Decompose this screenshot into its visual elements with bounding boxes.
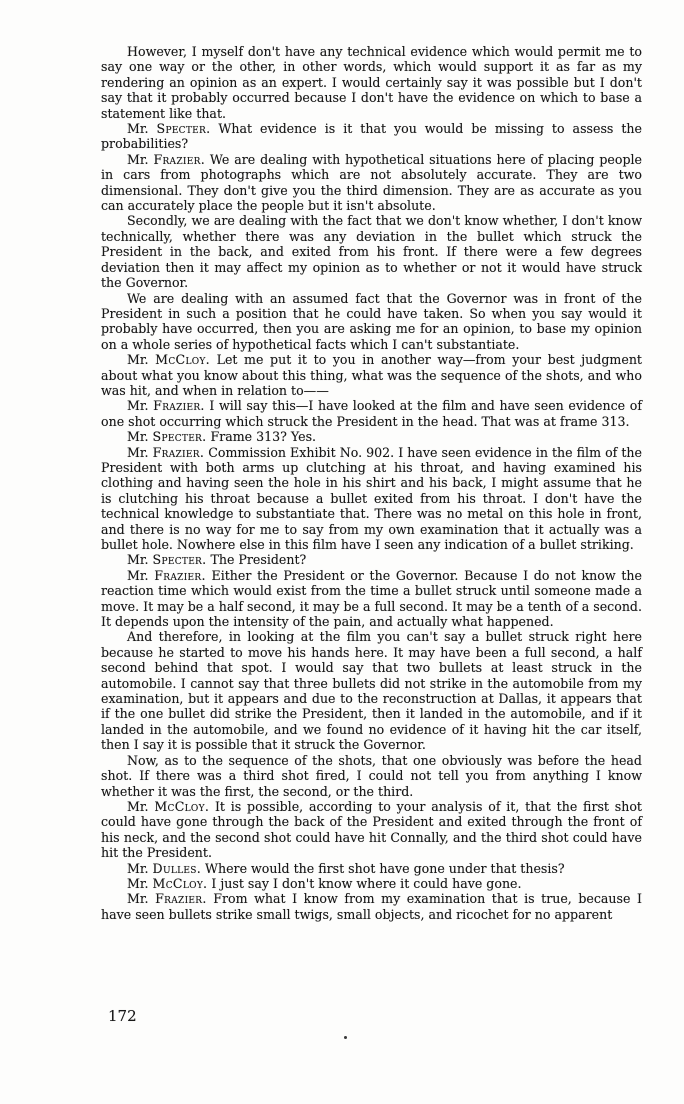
speaker-label <box>127 398 205 413</box>
paragraph-text: We are dealing with an assumed fact that the Governor was in front of the President in such a position that he could have taken. So when you say would it probably have occurred, then you are asking me for an opinion, to base my opinion on a whole series of hypothetical facts which I can't substantiate. <box>101 290 642 352</box>
paragraph <box>101 121 642 152</box>
paragraph-text: What evidence is it that you would be missing to assess the probabilities? <box>101 121 642 152</box>
speaker-name: Specter. <box>152 552 207 568</box>
paragraph <box>101 291 642 353</box>
speaker-label <box>127 445 204 460</box>
paragraph-text: Frame 313? Yes. <box>210 429 317 445</box>
speaker-name: Frazier. <box>154 567 206 583</box>
ink-dot-artifact <box>344 1036 347 1039</box>
speaker-name: Frazier. <box>152 444 205 460</box>
testimony-text <box>101 44 642 922</box>
paragraph-text: The President? <box>210 552 307 568</box>
paragraph-text: However, I myself don't have any technical evidence which would permit me to say one way or the other, in other words, which would support it as far as my rendering an opinion as an expert. I would certainly say it was possible but I don't say that it probably occurred because I don't have the evidence on which to base a statement like that. <box>101 44 642 121</box>
speaker-prefix: Mr. <box>127 121 157 137</box>
speaker-label <box>127 861 201 876</box>
paragraph <box>101 753 642 799</box>
speaker-label <box>127 891 207 906</box>
speaker-prefix: Mr. <box>127 444 153 460</box>
speaker-prefix: Mr. <box>127 891 156 907</box>
speaker-prefix: Mr. <box>127 567 155 583</box>
paragraph <box>101 44 642 121</box>
page-number: 172 <box>108 1007 137 1025</box>
speaker-label <box>127 352 210 367</box>
speaker-name: Specter. <box>152 429 207 445</box>
speaker-label <box>127 121 210 136</box>
speaker-name: Frazier. <box>153 398 205 414</box>
speaker-label <box>127 876 207 891</box>
paragraph <box>101 352 642 398</box>
paragraph-text: It is possible, according to your analysis of it, that the first shot could have gone through the back of the President and exited through the front of his neck, and the second shot could have hit Connally, and the third shot could have hit the President. <box>101 798 642 861</box>
paragraph-text: Where would the first shot have gone under that thesis? <box>205 860 565 876</box>
speaker-label <box>127 568 206 583</box>
speaker-name: Frazier. <box>153 151 206 167</box>
paragraph-text: Secondly, we are dealing with the fact that we don't know whether, I don't know technically, whether there was any deviation in the bullet which struck the President in the back, and exited from his front. If there were a few degrees deviation then it may affect my opinion as to whether or not it would have struck the Governor. <box>101 213 642 291</box>
paragraph-text: We are dealing with hypothetical situations here of placing people in cars from photographs which are not absolutely accurate. They are two dimensional. They don't give you the third dimension. They are as accurate as you can accurately place the people but it isn't absolute. <box>101 151 642 214</box>
paragraph-text: I will say this—I have looked at the film and have seen evidence of one shot occurring which struck the President in the head. That was at frame 313. <box>101 398 642 429</box>
speaker-prefix: Mr. <box>127 552 153 568</box>
paragraph-text: From what I know from my examination that is true, because I have seen bullets strike small twigs, small objects, and ricochet for no apparent <box>101 891 642 922</box>
speaker-prefix: Mr. <box>127 875 153 891</box>
speaker-prefix: Mr. <box>127 429 153 445</box>
paragraph <box>101 429 642 444</box>
paragraph-text: I just say I don't know where it could have gone. <box>211 875 522 891</box>
speaker-name: Specter. <box>156 121 211 137</box>
speaker-name: McCloy. <box>152 875 208 891</box>
speaker-name: McCloy. <box>154 798 210 814</box>
speaker-prefix: Mr. <box>127 398 154 414</box>
paragraph <box>101 629 642 752</box>
speaker-prefix: Mr. <box>127 352 156 368</box>
paragraph <box>101 213 642 290</box>
paragraph-text: Let me put it to you in another way—from your best judgment about what you know about this thing, what was the sequence of the shots, and who was hit, and when in relation to—— <box>101 352 642 398</box>
paragraph <box>101 861 642 876</box>
speaker-prefix: Mr. <box>127 151 154 167</box>
paragraph-text: Either the President or the Governor. Because I do not know the reaction time which would exist from the time a bullet struck until someone made a move. It may be a half second, it may be a full second. It may be a tenth of a second. It depends upon the intensity of the pain, and actually what happened. <box>101 567 642 630</box>
speaker-label <box>127 152 205 167</box>
paragraph-text: Now, as to the sequence of the shots, that one obviously was before the head shot. If there was a third shot fired, I could not tell you from anything I know whether it was the first, the second, or the third. <box>101 752 642 799</box>
paragraph <box>101 552 642 567</box>
paragraph <box>101 876 642 891</box>
paragraph <box>101 152 642 214</box>
speaker-label <box>127 429 206 444</box>
speaker-name: Frazier. <box>155 891 207 907</box>
speaker-prefix: Mr. <box>127 798 155 814</box>
paragraph <box>101 445 642 553</box>
speaker-label <box>127 799 209 814</box>
paragraph <box>101 568 642 630</box>
paragraph <box>101 891 642 922</box>
paragraph-text: And therefore, in looking at the film you can't say a bullet struck right here because he started to move his hands here. It may have been a full second, a half second behind that spot. I would say that two bullets at least struck in the automobile. I cannot say that three bullets did not strike in the automobile from my examination, but it appears and due to the reconstruction at Dallas, it appears that if the one bullet did strike the President, then it landed in the automobile, and if it landed in the automobile, and we found no evidence of it having hit the car itself, then I say it is possible that it struck the Governor. <box>101 629 642 753</box>
speaker-prefix: Mr. <box>127 860 153 876</box>
speaker-name: Dulles. <box>152 860 202 876</box>
speaker-label <box>127 552 206 567</box>
speaker-name: McCloy. <box>155 352 210 368</box>
paragraph <box>101 799 642 861</box>
paragraph-text: Commission Exhibit No. 902. I have seen evidence in the film of the President with both arms up clutching at his throat, and having examined his clothing and having seen the hole in his shirt and his back, I might assume that he is clutching his throat because a bullet exited from his throat. I don't have the technical knowledge to substantiate that. There was no metal on this hole in front, and there is no way for me to say from my own examination that it actually was a bullet hole. Nowhere else in this film have I seen any indication of a bullet striking. <box>101 444 642 552</box>
paragraph <box>101 398 642 429</box>
